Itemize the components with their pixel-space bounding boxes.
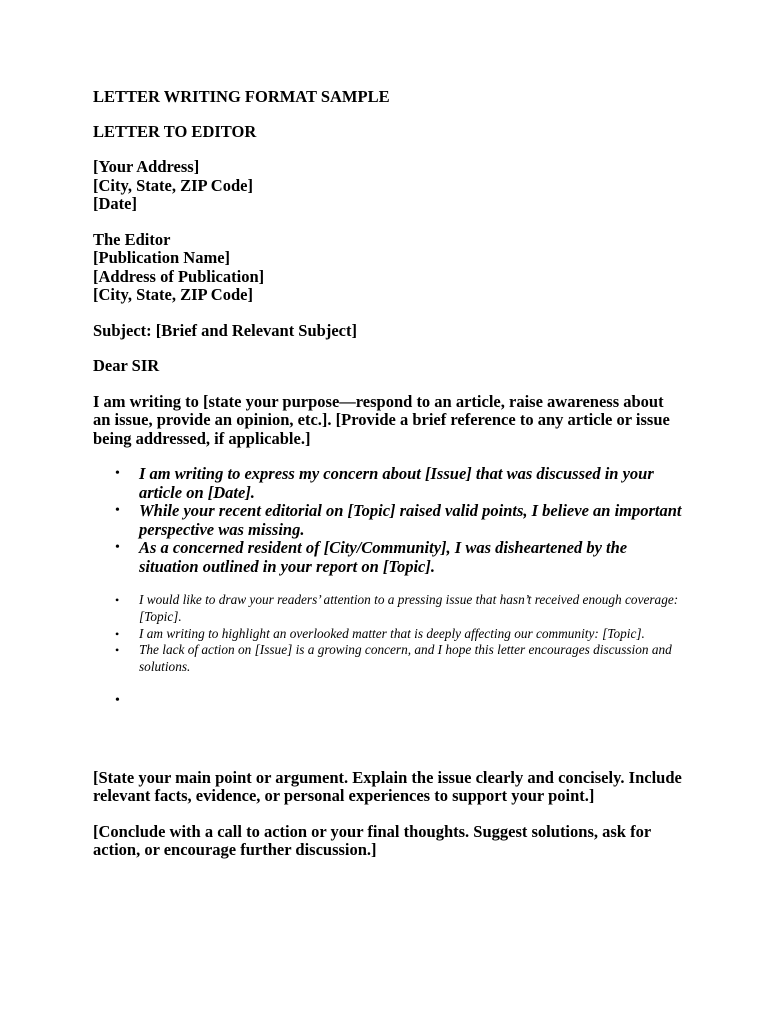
list-item-text: The lack of action on [Issue] is a growing concern, and I hope this letter encourages discussion and solutions. (139, 642, 672, 675)
bullet-icon: • (115, 503, 120, 518)
conclusion-paragraph: [Conclude with a call to action or your final thoughts. Suggest solutions, ask for action, or encourage further discussion.] (93, 821, 651, 860)
list-item-text: I am writing to highlight an overlooked matter that is deeply affecting our community: [Topic]. (139, 625, 645, 641)
salutation: Dear SIR (93, 356, 160, 375)
bullet-icon: • (115, 540, 120, 555)
list-item-text: While your recent editorial on [Topic] raised valid points, I believe an important perspective was missing. (139, 501, 682, 539)
recipient-city-state-zip: [City, State, ZIP Code] (93, 285, 253, 304)
document-subtitle: LETTER TO EDITOR (93, 121, 257, 141)
list-item (93, 642, 683, 676)
sender-city-state-zip: [City, State, ZIP Code] (93, 175, 253, 195)
bullet-icon: • (115, 626, 120, 641)
list-item (93, 502, 683, 539)
subject-line: Subject: [Brief and Relevant Subject] (93, 320, 357, 340)
list-item (93, 592, 683, 626)
list-item (93, 626, 683, 643)
list-item (93, 465, 683, 502)
intro-paragraph: I am writing to [state your purpose—respond to an article, raise awareness about an issue, provide an opinion, etc.]. [Provide a brief reference to any article or issue being addressed, if applicable.] (93, 391, 670, 448)
document-title: LETTER WRITING FORMAT SAMPLE (93, 87, 390, 106)
list-item-text: I am writing to express my concern about [Issue] that was discussed in your article on [Date]. (139, 464, 654, 502)
bullet-icon: • (115, 643, 120, 658)
recipient-publication-name: [Publication Name] (93, 248, 231, 267)
list-item-text: As a concerned resident of [City/Community], I was disheartened by the situation outlined in your report on [Topic]. (139, 538, 628, 576)
regular-example-list (93, 592, 683, 676)
bullet-icon: • (115, 466, 120, 481)
recipient-block (93, 231, 683, 305)
bullet-icon: • (115, 593, 120, 607)
sender-block (93, 158, 683, 214)
empty-bullet-list (93, 693, 683, 713)
sender-date: [Date] (93, 194, 137, 213)
recipient-publication-address: [Address of Publication] (93, 266, 265, 286)
letter-page (93, 88, 683, 860)
bold-example-list (93, 465, 683, 576)
main-point-paragraph: [State your main point or argument. Explain the issue clearly and concisely. Include relevant facts, evidence, or personal experiences to support your point.] (93, 767, 682, 806)
list-item (93, 539, 683, 576)
bullet-icon: • (115, 692, 120, 708)
sender-address: [Your Address] (93, 157, 200, 176)
recipient-editor: The Editor (93, 229, 171, 249)
list-item-text: I would like to draw your readers’ attention to a pressing issue that hasn’t received enough coverage: [Topic]. (139, 592, 679, 624)
